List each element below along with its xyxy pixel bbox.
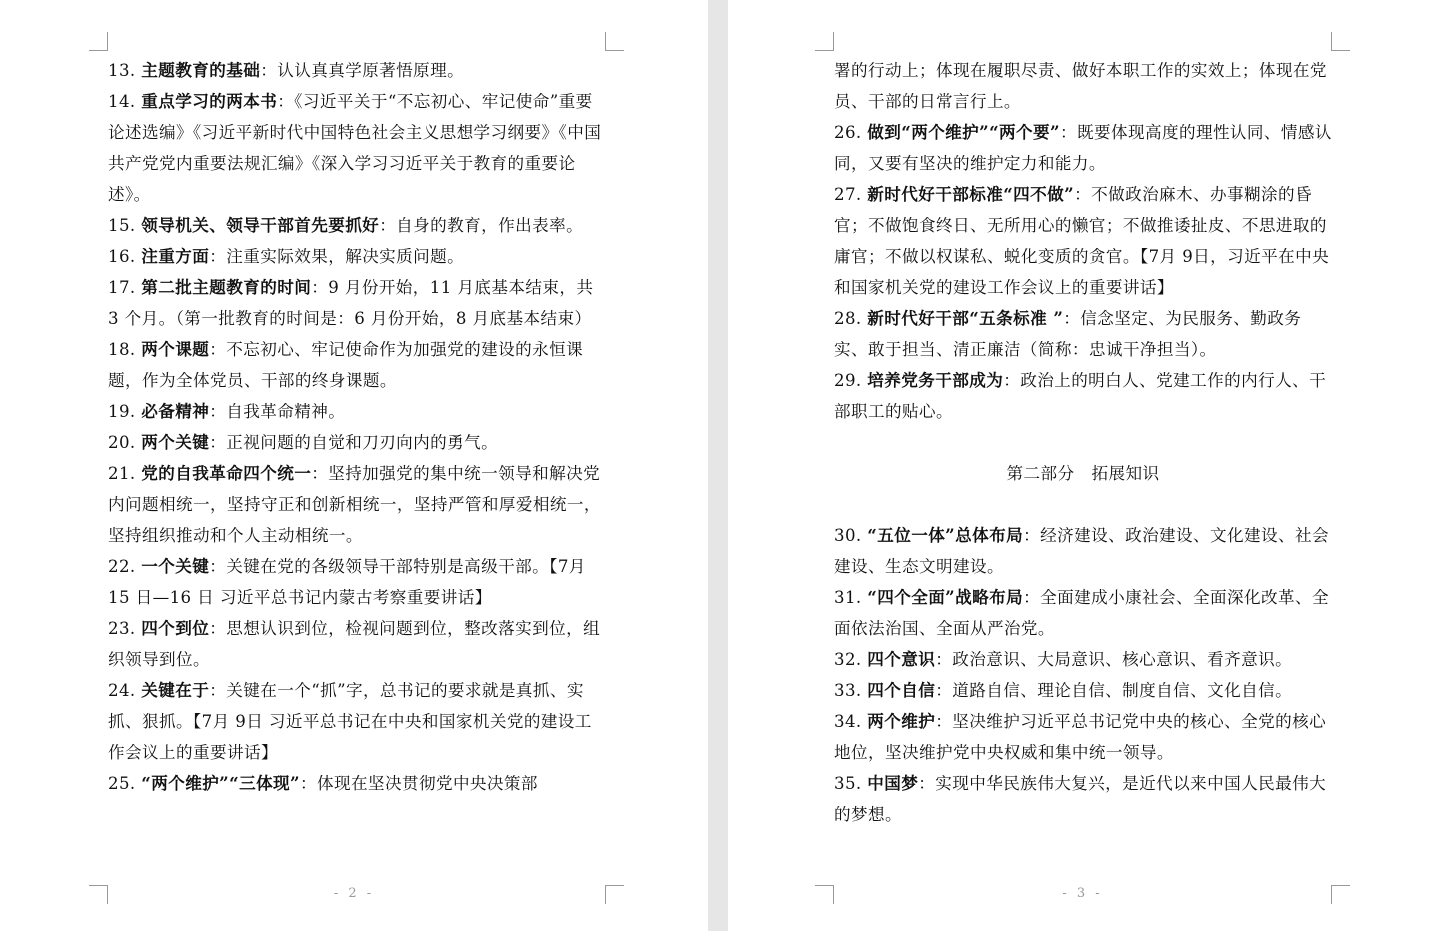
item-text: ：认认真真学原著悟原理。 xyxy=(260,61,465,80)
item-term: 主题教育的基础 xyxy=(141,60,261,80)
list-item xyxy=(108,210,606,241)
item-text: ：9 月份开始，11 月底基本结束，共 3 个月。（第一批教育的时间是：6 月份开始，8 月底基本结束） xyxy=(108,278,594,328)
item-text: ：《习近平关于“不忘初心、牢记使命”重要论述选编》《习近平新时代中国特色社会主义思想学习纲要》《中国共产党党内重要法规汇编》《深入学习习近平关于教育的重要论述》。 xyxy=(108,92,602,204)
item-number: 33. xyxy=(834,681,868,700)
document-page-2 xyxy=(0,0,708,931)
item-term: “两个维护”“三体现” xyxy=(141,773,300,793)
item-text: ：坚决维护习近平总书记党中央的核心、全党的核心地位，坚决维护党中央权威和集中统一领导。 xyxy=(834,712,1327,762)
margin-corner-top-left xyxy=(89,32,108,51)
item-term: 四个意识 xyxy=(867,649,936,669)
item-number: 19. xyxy=(108,402,142,421)
item-term: “四个全面”战略布局 xyxy=(867,587,1024,607)
item-term: 必备精神 xyxy=(141,401,210,421)
list-item xyxy=(108,427,606,458)
item-number: 14. xyxy=(108,92,142,111)
item-term: 两个维护 xyxy=(867,711,936,731)
item-term: 领导机关、领导干部首先要抓好 xyxy=(141,215,380,235)
list-item xyxy=(108,272,606,334)
list-item xyxy=(108,86,606,210)
item-term: 两个关键 xyxy=(141,432,210,452)
item-number: 29. xyxy=(834,371,868,390)
item-number: 17. xyxy=(108,278,142,297)
list-item xyxy=(834,303,1332,365)
list-item xyxy=(834,675,1332,706)
item-term: 四个到位 xyxy=(141,618,210,638)
section-heading: 第二部分 拓展知识 xyxy=(1006,464,1160,483)
item-text: ：坚持加强党的集中统一领导和解决党内问题相统一，坚持守正和创新相统一，坚持严管和厚爱相统一，坚持组织推动和个人主动相统一。 xyxy=(108,464,601,545)
item-number: 22. xyxy=(108,557,142,576)
item-number: 25. xyxy=(108,774,142,793)
item-number: 24. xyxy=(108,681,142,700)
item-text: ：政治上的明白人、党建工作的内行人、干部职工的贴心。 xyxy=(834,371,1327,421)
item-text: ：既要体现高度的理性认同、情感认同，又要有坚决的维护定力和能力。 xyxy=(834,123,1332,173)
page-gutter xyxy=(708,0,728,931)
list-item xyxy=(108,334,606,396)
item-number: 28. xyxy=(834,309,868,328)
item-term: 新时代好干部“五条标准 ” xyxy=(867,308,1064,328)
list-item xyxy=(834,644,1332,675)
item-text: ：经济建设、政治建设、文化建设、社会建设、生态文明建设。 xyxy=(834,526,1329,576)
list-item xyxy=(108,55,606,86)
list-item xyxy=(834,520,1332,582)
item-term: 第二批主题教育的时间 xyxy=(141,277,312,297)
item-term: 中国梦 xyxy=(867,773,919,793)
page-body xyxy=(834,55,1332,830)
list-item xyxy=(108,396,606,427)
item-text: ：信念坚定、为民服务、勤政务实、敢于担当、清正廉洁（简称：忠诚干净担当）。 xyxy=(834,309,1302,359)
page-number: - 2 - xyxy=(333,886,375,901)
list-item xyxy=(108,613,606,675)
list-item xyxy=(834,365,1332,427)
list-item xyxy=(834,582,1332,644)
item-text: ：正视问题的自觉和刀刃向内的勇气。 xyxy=(209,433,499,452)
item-number: 21. xyxy=(108,464,142,483)
list-item xyxy=(108,551,606,613)
item-text: ：关键在党的各级领导干部特别是高级干部。【7月 15 日—16 日 习近平总书记内蒙古考察重要讲话】 xyxy=(108,557,586,607)
item-number: 34. xyxy=(834,712,868,731)
page-body xyxy=(108,55,606,799)
item-number: 26. xyxy=(834,123,868,142)
item-text: ：思想认识到位，检视问题到位，整改落实到位，组织领导到位。 xyxy=(108,619,601,669)
item-number: 32. xyxy=(834,650,868,669)
item-text: ：注重实际效果，解决实质问题。 xyxy=(209,247,465,266)
item-term: 重点学习的两本书 xyxy=(141,91,278,111)
item-text: ：全面建成小康社会、全面深化改革、全面依法治国、全面从严治党。 xyxy=(834,588,1329,638)
item-number: 30. xyxy=(834,526,868,545)
item-text: ：不做政治麻木、办事糊涂的昏官；不做饱食终日、无所用心的懒官；不做推诿扯皮、不思进取的庸官；不做以权谋私、蜕化变质的贪官。【7月 9日，习近平在中央和国家机关党的建设工作会议上的重要讲话】 xyxy=(834,185,1330,297)
item-text: ：关键在一个“抓”字，总书记的要求就是真抓、实抓、狠抓。【7月 9日 习近平总书记在中央和国家机关党的建设工作会议上的重要讲话】 xyxy=(108,681,592,762)
item-text: ：体现在坚决贯彻党中央决策部 xyxy=(300,774,538,793)
item-term: 培养党务干部成为 xyxy=(867,370,1004,390)
item-text: ：实现中华民族伟大复兴，是近代以来中国人民最伟大的梦想。 xyxy=(834,774,1327,824)
margin-corner-top-right xyxy=(1331,32,1350,51)
list-item xyxy=(834,706,1332,768)
item-term: 新时代好干部标准“四不做” xyxy=(867,184,1075,204)
item-text: ：自我革命精神。 xyxy=(209,402,346,421)
list-item xyxy=(108,675,606,768)
item-text: ：自身的教育，作出表率。 xyxy=(379,216,584,235)
item-term: “五位一体”总体布局 xyxy=(867,525,1024,545)
item-number: 27. xyxy=(834,185,868,204)
document-page-3 xyxy=(728,0,1437,931)
item-number: 20. xyxy=(108,433,142,452)
page-number: - 3 - xyxy=(1062,886,1103,901)
list-item xyxy=(108,768,606,799)
item-term: 党的自我革命四个统一 xyxy=(141,463,312,483)
item-text: ：不忘初心、牢记使命作为加强党的建设的永恒课题，作为全体党员、干部的终身课题。 xyxy=(108,340,584,390)
list-item xyxy=(834,55,1332,117)
item-term: 做到“两个维护”“两个要” xyxy=(867,122,1060,142)
item-term: 关键在于 xyxy=(141,680,210,700)
item-text: ：政治意识、大局意识、核心意识、看齐意识。 xyxy=(935,650,1293,669)
item-number: 35. xyxy=(834,774,868,793)
item-number: 31. xyxy=(834,588,868,607)
list-item xyxy=(834,179,1332,303)
item-number: 13. xyxy=(108,61,142,80)
item-number: 15. xyxy=(108,216,142,235)
item-term: 两个课题 xyxy=(141,339,210,359)
list-item xyxy=(108,458,606,551)
item-text: ：道路自信、理论自信、制度自信、文化自信。 xyxy=(935,681,1293,700)
margin-corner-top-left xyxy=(815,32,834,51)
item-text: 署的行动上；体现在履职尽责、做好本职工作的实效上；体现在党员、干部的日常言行上。 xyxy=(834,61,1327,111)
margin-corner-top-right xyxy=(605,32,624,51)
item-term: 注重方面 xyxy=(141,246,210,266)
item-term: 一个关键 xyxy=(141,556,210,576)
item-number: 23. xyxy=(108,619,142,638)
item-number: 18. xyxy=(108,340,142,359)
item-number: 16. xyxy=(108,247,142,266)
list-item xyxy=(834,117,1332,179)
item-term: 四个自信 xyxy=(867,680,936,700)
list-item xyxy=(108,241,606,272)
list-item xyxy=(834,768,1332,830)
